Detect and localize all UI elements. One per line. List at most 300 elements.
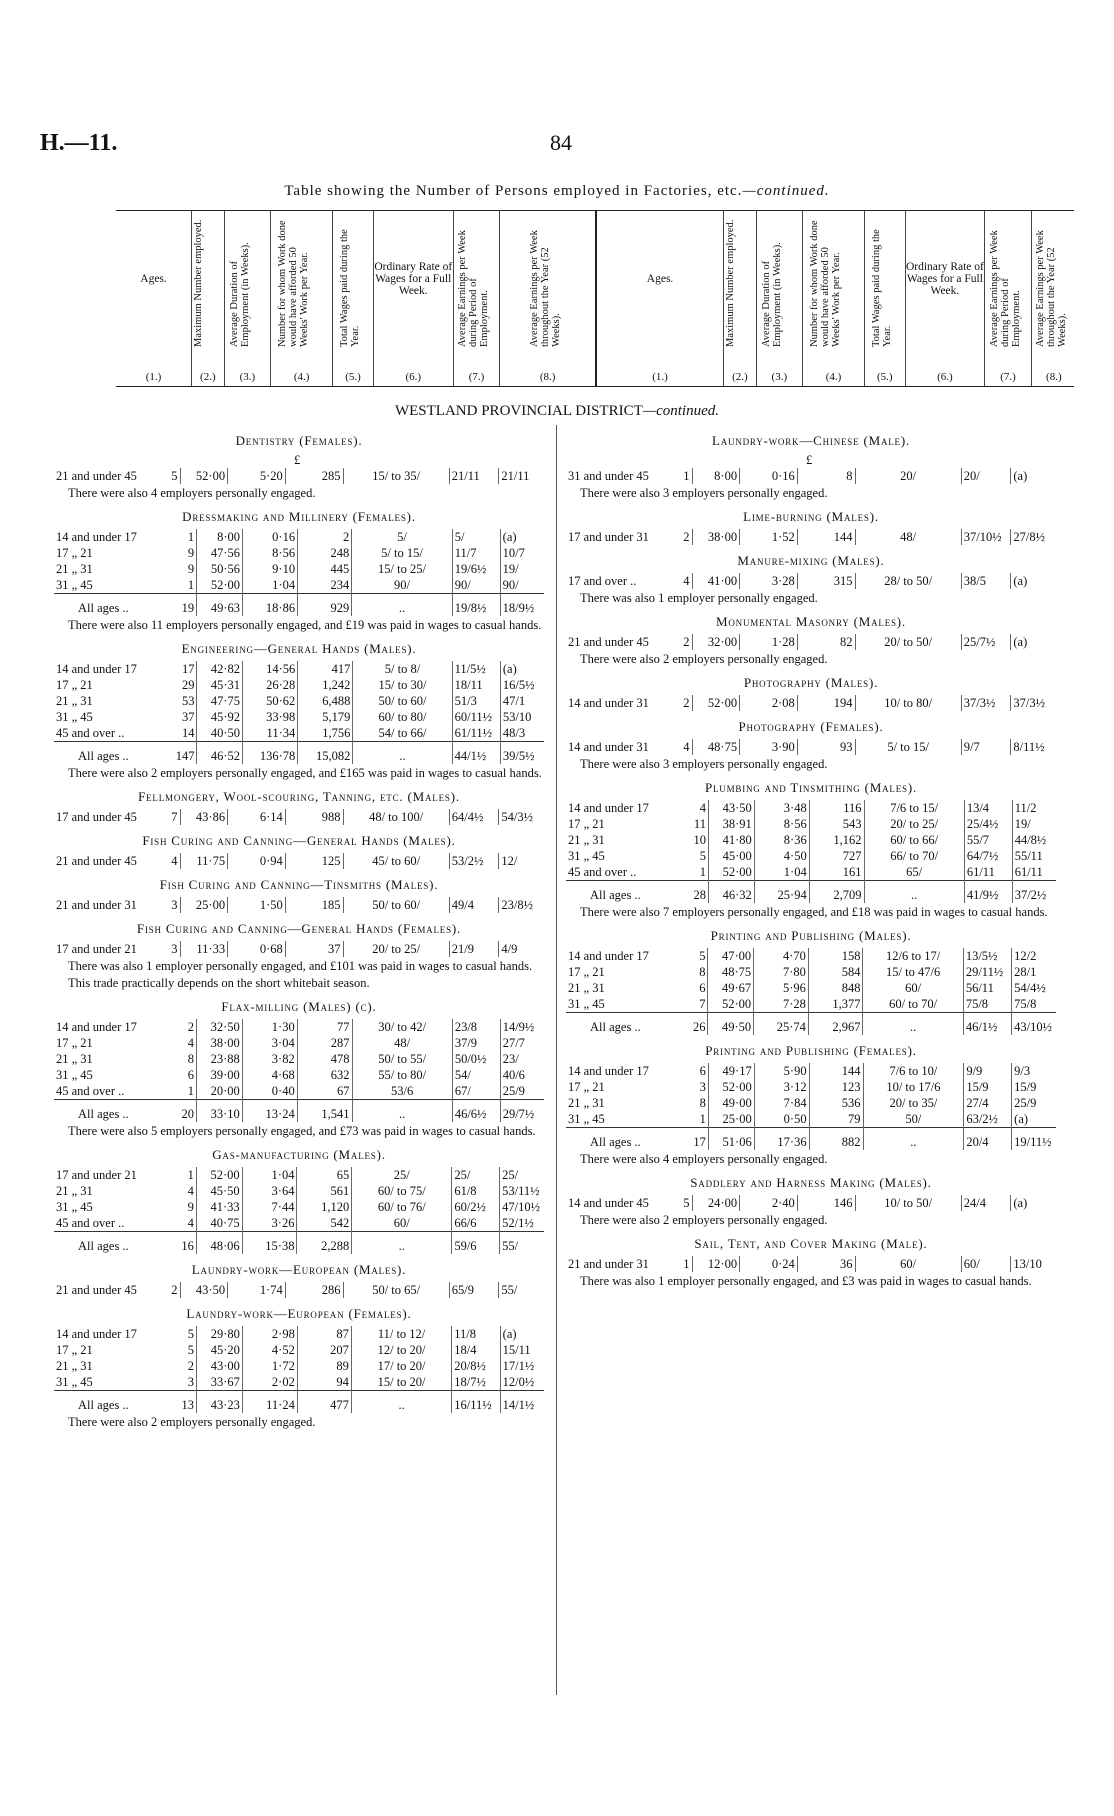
earnings-period-cell: 54/: [452, 1067, 500, 1083]
avg-duration-cell: 25·00: [180, 897, 228, 913]
number-50-cell: 3·64: [242, 1183, 297, 1199]
section-title: Fellmongery, Wool-scouring, Tanning, etc. (Males).: [138, 789, 460, 804]
earnings-year-cell: 10/7: [502, 546, 525, 560]
earnings-period-cell: 55/7: [964, 832, 1012, 848]
rate-cell: ..: [351, 1391, 451, 1414]
table-row: [566, 739, 1056, 755]
section-title: Laundry-work—Chinese (Male).: [711, 433, 911, 448]
total-row: [566, 1128, 1056, 1151]
district-name: WESTLAND PROVINCIAL DISTRICT: [394, 403, 643, 419]
rate-cell: 20/: [855, 468, 961, 484]
total-wages-cell: 234: [298, 577, 352, 594]
max-employed-cell: 1: [175, 577, 197, 594]
earnings-year-cell: 11/2: [1014, 801, 1037, 815]
max-employed-cell: 4: [174, 1183, 196, 1199]
data-table: [54, 1282, 544, 1298]
total-wages-cell: 123: [809, 1079, 863, 1095]
data-table: [566, 695, 1056, 711]
rate-cell: 60/: [863, 980, 963, 996]
number-50-cell: 11·24: [242, 1391, 297, 1414]
avg-duration-cell: 40·75: [196, 1215, 242, 1232]
total-wages-cell: 285: [285, 468, 343, 484]
max-employed-cell: 4: [686, 800, 708, 816]
total-wages-cell: 79: [809, 1111, 863, 1128]
header-ages: Ages. (1.): [140, 273, 167, 383]
number-50-cell: 50·62: [243, 693, 298, 709]
total-wages-cell: 1,242: [298, 677, 353, 693]
earnings-period-cell: 64/7½: [964, 848, 1012, 864]
earnings-period-cell: 16/11½: [452, 1391, 500, 1414]
data-table: [566, 634, 1056, 650]
number-50-cell: 6·14: [228, 809, 286, 825]
earnings-year-cell: 47/1: [502, 694, 526, 708]
column-header-right: [595, 211, 1076, 386]
rate-cell: 90/: [352, 577, 453, 594]
number-50-cell: 1·50: [228, 897, 286, 913]
earnings-period-cell: 23/8: [452, 1019, 500, 1035]
earnings-period-cell: 51/3: [452, 693, 500, 709]
header-avg-earnings-year-right: Average Earnings per Week throughout the Year (52 Weeks). (8.): [1031, 211, 1076, 386]
avg-duration-cell: 52·00: [692, 695, 740, 711]
age-cell: All ages ..: [54, 1100, 174, 1123]
section-title: Laundry-work—European (Males).: [191, 1262, 407, 1277]
rate-cell: 7/6 to 15/: [864, 800, 964, 816]
max-employed-cell: 4: [174, 1035, 196, 1051]
total-wages-cell: 248: [298, 545, 352, 561]
earnings-year-cell: 19/11½: [1012, 1128, 1056, 1151]
table-row: [54, 1067, 544, 1083]
total-wages-cell: 584: [808, 964, 863, 980]
section-note: There were also 2 employers personally engaged.: [68, 1415, 316, 1429]
avg-duration-cell: 8·00: [197, 529, 243, 545]
max-employed-cell: 1: [686, 1111, 708, 1128]
max-employed-cell: 2: [174, 1019, 196, 1035]
industry-section: [566, 1175, 1056, 1228]
number-50-cell: 11·34: [243, 725, 298, 742]
earnings-period-cell: 60/11½: [452, 709, 500, 725]
number-50-cell: 1·04: [242, 1167, 297, 1183]
table-row: [54, 1019, 544, 1035]
avg-duration-cell: 45·31: [197, 677, 243, 693]
max-employed-cell: 7: [157, 809, 180, 825]
age-cell: All ages ..: [566, 1128, 686, 1151]
earnings-year-cell: 27/7: [502, 1036, 525, 1050]
header-avg-duration-right: Average Duration of Employment (in Weeks). (3.): [756, 211, 802, 386]
earnings-year-cell: 48/3: [502, 726, 526, 740]
section-note: There were also 2 employers personally engaged.: [580, 1213, 828, 1227]
rate-cell: 5/: [352, 529, 453, 545]
total-wages-cell: 417: [298, 661, 353, 677]
section-note: There was also 1 employer personally engaged, and £101 was paid in wages to casual hands.: [68, 959, 533, 973]
age-cell: 21 „ 31: [568, 981, 605, 995]
column-divider: [556, 425, 557, 1695]
age-cell: 17 „ 21: [568, 965, 605, 979]
avg-duration-cell: 49·63: [197, 594, 243, 617]
avg-duration-cell: 8·00: [692, 468, 740, 484]
avg-duration-cell: 52·00: [196, 1167, 242, 1183]
age-cell: All ages ..: [54, 1391, 175, 1414]
table-row: [566, 832, 1056, 848]
avg-duration-cell: 45·20: [197, 1342, 243, 1358]
max-employed-cell: 9: [174, 1199, 196, 1215]
table-row: [54, 529, 544, 545]
earnings-period-cell: 61/11: [964, 864, 1012, 881]
rate-cell: 60/ to 80/: [353, 709, 452, 725]
rate-cell: 55/ to 80/: [352, 1067, 452, 1083]
age-cell: 14 and under 17: [568, 1064, 649, 1078]
rate-cell: 50/ to 60/: [353, 693, 452, 709]
number-50-cell: 4·70: [754, 948, 809, 964]
rate-cell: ..: [863, 1013, 963, 1036]
avg-duration-cell: 49·00: [708, 1095, 754, 1111]
header-ordinary-rate-right: Ordinary Rate of Wages for a Full Week. (6.): [905, 211, 985, 386]
earnings-year-cell: (a): [502, 1327, 517, 1341]
age-cell: 21 „ 31: [568, 833, 605, 847]
industry-section: [54, 641, 544, 781]
page-header: [40, 130, 1060, 160]
max-employed-cell: 5: [175, 1326, 197, 1342]
earnings-year-cell: 27/8½: [1013, 530, 1045, 544]
age-cell: 17 „ 21: [568, 1080, 605, 1094]
total-wages-cell: 144: [809, 1063, 863, 1079]
total-wages-cell: 1,541: [297, 1100, 352, 1123]
earnings-period-cell: 61/11½: [452, 725, 500, 742]
earnings-year-cell: 53/10: [502, 710, 532, 724]
max-employed-cell: 28: [686, 881, 708, 904]
rate-cell: 15/ to 20/: [351, 1374, 451, 1391]
age-cell: 17 and over ..: [568, 574, 637, 588]
earnings-period-cell: 20/4: [964, 1128, 1012, 1151]
section-note: There were also 3 employers personally engaged.: [580, 757, 828, 771]
earnings-period-cell: 56/11: [963, 980, 1011, 996]
data-table: [566, 529, 1056, 545]
earnings-year-cell: 54/4½: [1014, 981, 1046, 995]
section-note: There was also 1 employer personally engaged.: [580, 591, 818, 605]
table-row: [566, 468, 1056, 484]
page-number: 84: [550, 130, 572, 155]
max-employed-cell: 5: [686, 948, 708, 964]
number-50-cell: 18·86: [243, 594, 298, 617]
max-employed-cell: 2: [669, 634, 692, 650]
table-row: [566, 1079, 1056, 1095]
age-cell: 31 „ 45: [568, 1112, 605, 1126]
earnings-year-cell: (a): [1014, 1112, 1029, 1126]
age-cell: 31 „ 45: [56, 710, 93, 724]
total-wages-cell: 2,288: [297, 1232, 352, 1255]
section-note: There were also 11 employers personally engaged, and £19 was paid in wages to casual hands.: [68, 618, 542, 632]
industry-section: [54, 1147, 544, 1254]
max-employed-cell: 4: [669, 739, 692, 755]
avg-duration-cell: 47·75: [197, 693, 243, 709]
earnings-period-cell: 19/6½: [452, 561, 500, 577]
total-wages-cell: 1,162: [809, 832, 864, 848]
rate-cell: 50/ to 60/: [343, 897, 449, 913]
section-title: Sail, Tent, and Cover Making (Male).: [694, 1236, 928, 1251]
total-wages-cell: 89: [297, 1358, 351, 1374]
total-wages-cell: 82: [797, 634, 855, 650]
rate-cell: 28/ to 50/: [855, 573, 961, 589]
industry-section: [566, 675, 1056, 711]
max-employed-cell: 5: [686, 848, 708, 864]
total-wages-cell: 286: [285, 1282, 343, 1298]
number-50-cell: 33·98: [243, 709, 298, 725]
rate-cell: 60/ to 76/: [352, 1199, 452, 1215]
table-title: [0, 183, 1114, 200]
earnings-period-cell: 13/5½: [963, 948, 1011, 964]
section-title: Photography (Males).: [743, 675, 879, 690]
avg-duration-cell: 42·82: [197, 661, 243, 677]
earnings-year-cell: 25/9: [502, 1084, 525, 1098]
total-row: [54, 742, 544, 765]
number-50-cell: 0·68: [228, 941, 286, 957]
age-cell: 21 „ 31: [568, 1096, 605, 1110]
max-employed-cell: 1: [669, 468, 692, 484]
header-avg-earnings-year: Average Earnings per Week throughout the Year (52 Weeks). (8.): [499, 211, 595, 386]
rate-cell: 54/ to 66/: [353, 725, 452, 742]
rate-cell: ..: [863, 1128, 964, 1151]
total-wages-cell: 1,120: [297, 1199, 352, 1215]
table-row: [54, 1035, 544, 1051]
earnings-year-cell: 14/1½: [500, 1391, 544, 1414]
total-wages-cell: 185: [285, 897, 343, 913]
table-row: [54, 897, 544, 913]
section-note: There were also 3 employers personally engaged.: [580, 486, 828, 500]
max-employed-cell: 3: [157, 897, 180, 913]
industry-section: [54, 833, 544, 869]
avg-duration-cell: 11·33: [180, 941, 228, 957]
number-50-cell: 25·94: [754, 881, 809, 904]
age-cell: 17 and under 21: [56, 942, 137, 956]
earnings-period-cell: 18/11: [452, 677, 500, 693]
rate-cell: 60/: [855, 1256, 961, 1272]
data-table: [566, 573, 1056, 589]
rate-cell: 25/: [352, 1167, 452, 1183]
max-employed-cell: 10: [686, 832, 708, 848]
industry-section: [566, 553, 1056, 606]
earnings-year-cell: 23/8½: [501, 898, 533, 912]
table-row: [54, 1326, 544, 1342]
section-note: There were also 7 employers personally engaged, and £18 was paid in wages to casual hands.: [580, 905, 1048, 919]
avg-duration-cell: 45·92: [197, 709, 243, 725]
rate-cell: ..: [352, 594, 453, 617]
earnings-year-cell: 90/: [502, 578, 519, 592]
age-cell: 14 and under 17: [56, 662, 137, 676]
earnings-period-cell: 60/2½: [452, 1199, 500, 1215]
max-employed-cell: 26: [686, 1013, 708, 1036]
earnings-year-cell: 12/0½: [502, 1375, 535, 1389]
number-50-cell: 7·28: [754, 996, 809, 1013]
earnings-period-cell: 37/9: [452, 1035, 500, 1051]
age-cell: 21 „ 31: [56, 562, 93, 576]
table-row: [54, 1051, 544, 1067]
document-reference: H.—11.: [40, 130, 118, 156]
avg-duration-cell: 47·00: [708, 948, 754, 964]
rate-cell: 20/ to 35/: [863, 1095, 964, 1111]
rate-cell: 7/6 to 10/: [863, 1063, 964, 1079]
data-table: [54, 1167, 544, 1254]
number-50-cell: 0·16: [243, 529, 298, 545]
max-employed-cell: 8: [686, 1095, 708, 1111]
max-employed-cell: 4: [669, 573, 692, 589]
table-title-continued: —continued.: [742, 183, 830, 199]
max-employed-cell: 1: [686, 864, 708, 881]
avg-duration-cell: 52·00: [708, 864, 754, 881]
total-wages-cell: 93: [797, 739, 855, 755]
district-heading: [0, 403, 1114, 420]
section-title: Gas-manufacturing (Males).: [212, 1147, 386, 1162]
earnings-period-cell: 46/1½: [963, 1013, 1011, 1036]
total-wages-cell: 542: [297, 1215, 352, 1232]
table-row: [54, 1183, 544, 1199]
max-employed-cell: 3: [157, 941, 180, 957]
number-50-cell: 2·40: [740, 1195, 798, 1211]
avg-duration-cell: 41·33: [196, 1199, 242, 1215]
data-table: [54, 941, 544, 957]
age-cell: 21 and under 45: [568, 635, 649, 649]
earnings-period-cell: 18/7½: [452, 1374, 500, 1391]
table-row: [566, 864, 1056, 881]
age-cell: All ages ..: [54, 742, 174, 765]
table-row: [566, 529, 1056, 545]
age-cell: 14 and under 17: [56, 1020, 137, 1034]
data-table: [566, 948, 1056, 1035]
age-cell: 31 „ 45: [56, 1068, 93, 1082]
age-cell: All ages ..: [566, 881, 686, 904]
earnings-period-cell: 11/5½: [452, 661, 500, 677]
total-wages-cell: 445: [298, 561, 352, 577]
industry-section: [566, 928, 1056, 1035]
age-cell: 31 „ 45: [56, 1375, 93, 1389]
avg-duration-cell: 43·50: [180, 1282, 228, 1298]
rate-cell: 66/ to 70/: [864, 848, 964, 864]
max-employed-cell: 3: [175, 1374, 197, 1391]
max-employed-cell: 1: [174, 1083, 196, 1100]
number-50-cell: 3·48: [754, 800, 809, 816]
earnings-period-cell: 49/4: [449, 897, 499, 913]
earnings-period-cell: 64/4½: [449, 809, 499, 825]
max-employed-cell: 2: [669, 529, 692, 545]
total-wages-cell: 37: [285, 941, 343, 957]
total-wages-cell: 848: [808, 980, 863, 996]
total-row: [566, 1013, 1056, 1036]
industry-section: [566, 433, 1056, 501]
earnings-period-cell: 53/2½: [449, 853, 499, 869]
total-wages-cell: 6,488: [298, 693, 353, 709]
avg-duration-cell: 46·32: [708, 881, 754, 904]
rate-cell: 50/ to 55/: [352, 1051, 452, 1067]
total-wages-cell: 161: [809, 864, 864, 881]
section-title: Printing and Publishing (Males).: [710, 928, 912, 943]
max-employed-cell: 5: [669, 1195, 692, 1211]
total-wages-cell: 8: [797, 468, 855, 484]
total-wages-cell: 287: [297, 1035, 352, 1051]
max-employed-cell: 1: [669, 1256, 692, 1272]
total-wages-cell: 477: [297, 1391, 351, 1414]
earnings-period-cell: 25/4½: [964, 816, 1012, 832]
table-row: [566, 634, 1056, 650]
rate-cell: 17/ to 20/: [351, 1358, 451, 1374]
earnings-period-cell: 21/9: [449, 941, 499, 957]
number-50-cell: 5·90: [754, 1063, 809, 1079]
max-employed-cell: 11: [686, 816, 708, 832]
age-cell: 17 „ 21: [56, 1343, 93, 1357]
table-row: [566, 1256, 1056, 1272]
section-title: Photography (Females).: [738, 719, 884, 734]
total-wages-cell: 2,967: [808, 1013, 863, 1036]
earnings-period-cell: 18/4: [452, 1342, 500, 1358]
number-50-cell: 14·56: [243, 661, 298, 677]
number-50-cell: 8·56: [243, 545, 298, 561]
age-cell: 14 and under 45: [568, 1196, 649, 1210]
earnings-period-cell: 9/7: [961, 739, 1011, 755]
data-table: [54, 529, 544, 616]
avg-duration-cell: 32·50: [196, 1019, 242, 1035]
age-cell: All ages ..: [54, 594, 175, 617]
earnings-year-cell: 43/10½: [1012, 1013, 1056, 1036]
avg-duration-cell: 48·75: [708, 964, 754, 980]
age-cell: 21 and under 45: [56, 469, 137, 483]
table-row: [566, 573, 1056, 589]
avg-duration-cell: 43·00: [197, 1358, 243, 1374]
data-table: [566, 739, 1056, 755]
section-note: There were also 4 employers personally engaged.: [68, 486, 316, 500]
rate-cell: 48/ to 100/: [343, 809, 449, 825]
total-wages-cell: 194: [797, 695, 855, 711]
industry-section: [54, 1262, 544, 1298]
data-table: [566, 1195, 1056, 1211]
earnings-period-cell: 44/1½: [452, 742, 500, 765]
data-table: [54, 1326, 544, 1413]
age-cell: 14 and under 31: [568, 696, 649, 710]
number-50-cell: 13·24: [242, 1100, 297, 1123]
rate-cell: 20/ to 25/: [864, 816, 964, 832]
data-table: [54, 661, 544, 764]
earnings-year-cell: 13/10: [1013, 1257, 1042, 1271]
max-employed-cell: 4: [174, 1215, 196, 1232]
section-title: Lime-burning (Males).: [743, 509, 879, 524]
data-table: [566, 468, 1056, 484]
earnings-year-cell: 12/2: [1014, 949, 1037, 963]
industry-section: [54, 999, 544, 1139]
table-row: [54, 677, 544, 693]
number-50-cell: 1·28: [740, 634, 798, 650]
earnings-year-cell: 37/2½: [1012, 881, 1056, 904]
earnings-period-cell: 11/8: [452, 1326, 500, 1342]
max-employed-cell: 6: [686, 1063, 708, 1079]
number-50-cell: 0·24: [740, 1256, 798, 1272]
number-50-cell: 3·26: [242, 1215, 297, 1232]
total-wages-cell: 1,377: [808, 996, 863, 1013]
avg-duration-cell: 20·00: [196, 1083, 242, 1100]
total-wages-cell: 1,756: [298, 725, 353, 742]
industry-section: [566, 1236, 1056, 1289]
column-header-left: [116, 211, 595, 386]
age-cell: 17 and under 45: [56, 810, 137, 824]
table-row: [54, 853, 544, 869]
number-50-cell: 1·30: [242, 1019, 297, 1035]
total-row: [54, 1100, 544, 1123]
earnings-year-cell: 4/9: [501, 942, 518, 956]
age-cell: All ages ..: [54, 1232, 174, 1255]
age-cell: 31 „ 45: [568, 997, 605, 1011]
rate-cell: 48/: [855, 529, 961, 545]
earnings-year-cell: 29/7½: [500, 1100, 544, 1123]
total-row: [54, 594, 544, 617]
data-table: [54, 809, 544, 825]
earnings-period-cell: 20/8½: [452, 1358, 500, 1374]
number-50-cell: 136·78: [243, 742, 298, 765]
earnings-year-cell: 55/: [501, 1283, 518, 1297]
